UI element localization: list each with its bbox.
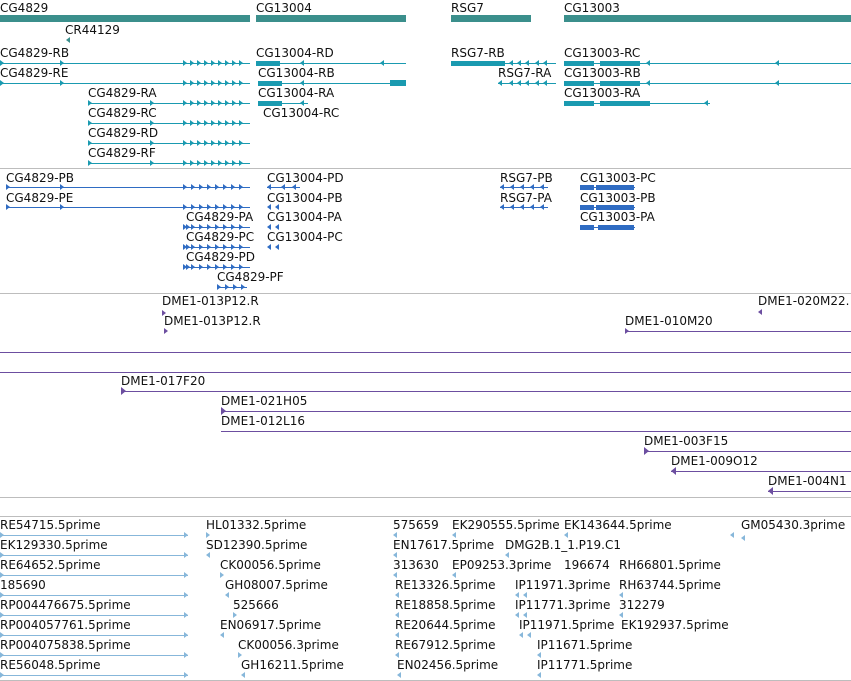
- feature-bar[interactable]: [596, 185, 634, 190]
- clone-arrow[interactable]: [644, 447, 649, 455]
- exon-arrow[interactable]: [60, 204, 64, 210]
- transcript-label: CG4829-RD: [88, 126, 159, 140]
- exon-arrow[interactable]: [183, 160, 187, 166]
- est-label: 313630: [393, 558, 439, 572]
- exon-arrow[interactable]: [6, 184, 10, 190]
- protein-label: CG13003-PB: [580, 191, 656, 205]
- exon-arrow[interactable]: [183, 100, 187, 106]
- transcript-label: CG4829-RC: [88, 106, 157, 120]
- clone-label: DME1-010M20: [625, 314, 713, 328]
- exon-arrow[interactable]: [204, 140, 208, 146]
- transcript-label: CG13004-RA: [258, 86, 335, 100]
- clone-line: [644, 451, 851, 452]
- exon-arrow[interactable]: [183, 140, 187, 146]
- est-line: [0, 575, 188, 576]
- protein-label: CG4829-PC: [186, 230, 255, 244]
- exon-arrow[interactable]: [704, 100, 708, 106]
- transcript-label: CG4829-RB: [0, 46, 70, 60]
- est-arrow[interactable]: [184, 552, 188, 558]
- exon-arrow[interactable]: [231, 184, 235, 190]
- exon-arrow[interactable]: [530, 204, 534, 210]
- gene-bar[interactable]: [256, 15, 406, 22]
- est-label: SD12390.5prime: [206, 538, 308, 552]
- exon-arrow[interactable]: [207, 264, 211, 270]
- est-arrow[interactable]: [730, 532, 734, 538]
- gene-label: CG4829: [0, 1, 49, 15]
- clone-line: [768, 491, 851, 492]
- est-label: EK192937.5prime: [621, 618, 729, 632]
- est-arrow[interactable]: [220, 572, 224, 578]
- exon-arrow[interactable]: [190, 60, 194, 66]
- feature-bar[interactable]: [600, 101, 650, 106]
- feature-bar[interactable]: [580, 185, 594, 190]
- exon-arrow[interactable]: [211, 100, 215, 106]
- exon-arrow[interactable]: [183, 184, 187, 190]
- exon-arrow[interactable]: [218, 100, 222, 106]
- feature-bar[interactable]: [451, 61, 505, 66]
- exon-arrow[interactable]: [775, 80, 779, 86]
- est-label: CK00056.3prime: [238, 638, 339, 652]
- est-arrow[interactable]: [452, 572, 456, 578]
- transcript-label: CG13003-RC: [564, 46, 641, 60]
- est-arrow[interactable]: [527, 632, 531, 638]
- est-label: EK129330.5prime: [0, 538, 108, 552]
- est-label: EP09253.3prime: [452, 558, 552, 572]
- exon-arrow[interactable]: [204, 60, 208, 66]
- est-arrow[interactable]: [0, 672, 4, 678]
- exon-arrow[interactable]: [292, 184, 296, 190]
- est-label: IP11671.5prime: [537, 638, 633, 652]
- exon-arrow[interactable]: [190, 80, 194, 86]
- est-arrow[interactable]: [619, 612, 623, 618]
- exon-arrow[interactable]: [232, 80, 236, 86]
- gene-label: RSG7: [451, 1, 484, 15]
- clone-arrow[interactable]: [768, 487, 773, 495]
- exon-arrow[interactable]: [225, 284, 229, 290]
- exon-arrow[interactable]: [183, 120, 187, 126]
- clone-label: DME1-009O12: [671, 454, 758, 468]
- est-line: [0, 615, 188, 616]
- exon-arrow[interactable]: [239, 184, 243, 190]
- est-line: [0, 555, 188, 556]
- est-label: RH66801.5prime: [619, 558, 721, 572]
- protein-label: RSG7-PA: [500, 191, 552, 205]
- est-arrow[interactable]: [184, 632, 188, 638]
- exon-arrow[interactable]: [218, 120, 222, 126]
- protein-label: CG4829-PD: [186, 250, 256, 264]
- clone-line: [0, 372, 851, 373]
- exon-arrow[interactable]: [239, 120, 243, 126]
- protein-label: CG4829-PA: [186, 210, 254, 224]
- exon-arrow[interactable]: [197, 80, 201, 86]
- est-line: [0, 635, 188, 636]
- est-label: 185690: [0, 578, 46, 592]
- protein-label: CG4829-PF: [217, 270, 284, 284]
- exon-arrow[interactable]: [380, 60, 384, 66]
- exon-arrow[interactable]: [217, 284, 221, 290]
- transcript-label: RSG7-RA: [498, 66, 552, 80]
- exon-arrow[interactable]: [525, 80, 529, 86]
- exon-arrow[interactable]: [530, 184, 534, 190]
- exon-arrow[interactable]: [190, 120, 194, 126]
- clone-line: [671, 471, 851, 472]
- est-arrow[interactable]: [397, 672, 401, 678]
- protein-label: CG13004-PD: [267, 171, 344, 185]
- protein-label: CG13004-PA: [267, 210, 342, 224]
- est-label: EK143644.5prime: [564, 518, 672, 532]
- est-label: IP11771.3prime: [515, 598, 611, 612]
- est-label: HL01332.5prime: [206, 518, 307, 532]
- clone-arrow[interactable]: [758, 309, 762, 315]
- exon-arrow[interactable]: [232, 100, 236, 106]
- est-arrow[interactable]: [184, 652, 188, 658]
- transcript-label: CG4829-RE: [0, 66, 69, 80]
- est-label: GH08007.5prime: [225, 578, 328, 592]
- exon-arrow[interactable]: [232, 140, 236, 146]
- exon-arrow[interactable]: [540, 204, 544, 210]
- est-label: RE67912.5prime: [395, 638, 496, 652]
- est-label: IP11971.3prime: [515, 578, 611, 592]
- exon-arrow[interactable]: [190, 160, 194, 166]
- est-label: GM05430.3prime: [741, 518, 846, 532]
- exon-arrow[interactable]: [197, 120, 201, 126]
- exon-arrow[interactable]: [191, 184, 195, 190]
- est-arrow[interactable]: [184, 592, 188, 598]
- protein-label: CG13003-PA: [580, 210, 655, 224]
- exon-arrow[interactable]: [267, 244, 271, 250]
- est-label: RP004075838.5prime: [0, 638, 131, 652]
- exon-arrow[interactable]: [190, 140, 194, 146]
- exon-arrow[interactable]: [204, 100, 208, 106]
- exon-arrow[interactable]: [225, 80, 229, 86]
- est-label: RP004476675.5prime: [0, 598, 131, 612]
- exon-arrow[interactable]: [211, 60, 215, 66]
- exon-arrow[interactable]: [281, 184, 285, 190]
- clone-line: [221, 431, 851, 432]
- exon-arrow[interactable]: [197, 140, 201, 146]
- est-label: 525666: [233, 598, 279, 612]
- exon-arrow[interactable]: [223, 184, 227, 190]
- est-label: RP004057761.5prime: [0, 618, 131, 632]
- exon-arrow[interactable]: [239, 100, 243, 106]
- exon-arrow[interactable]: [211, 140, 215, 146]
- est-arrow[interactable]: [519, 632, 523, 638]
- protein-label: CG13004-PC: [267, 230, 343, 244]
- exon-arrow[interactable]: [510, 204, 514, 210]
- track-separator: [0, 293, 851, 294]
- gene-arrow[interactable]: [66, 37, 70, 43]
- exon-arrow[interactable]: [225, 120, 229, 126]
- exon-arrow[interactable]: [498, 80, 502, 86]
- exon-arrow[interactable]: [211, 80, 215, 86]
- est-label: RH63744.5prime: [619, 578, 721, 592]
- gene-bar[interactable]: [0, 15, 250, 22]
- est-line: [0, 655, 188, 656]
- clone-arrow[interactable]: [671, 467, 676, 475]
- exon-arrow[interactable]: [239, 160, 243, 166]
- clone-label: DME1-017F20: [121, 374, 206, 388]
- clone-label: DME1-020M22.: [758, 294, 850, 308]
- est-label: RE18858.5prime: [395, 598, 496, 612]
- exon-arrow[interactable]: [520, 184, 524, 190]
- clone-line: [0, 352, 851, 353]
- clone-line: [625, 331, 851, 332]
- exon-arrow[interactable]: [215, 184, 219, 190]
- est-arrow[interactable]: [184, 532, 188, 538]
- est-label: EK290555.5prime: [452, 518, 560, 532]
- exon-arrow[interactable]: [543, 80, 547, 86]
- clone-label: DME1-012L16: [221, 414, 305, 428]
- exon-arrow[interactable]: [225, 60, 229, 66]
- exon-arrow[interactable]: [218, 160, 222, 166]
- est-label: 312279: [619, 598, 665, 612]
- est-label: 575659: [393, 518, 439, 532]
- protein-label: RSG7-PB: [500, 171, 553, 185]
- exon-arrow[interactable]: [191, 264, 195, 270]
- exon-arrow[interactable]: [211, 160, 215, 166]
- protein-label: CG13004-PB: [267, 191, 343, 205]
- exon-arrow[interactable]: [517, 80, 521, 86]
- gene-label: CG13004: [256, 1, 312, 15]
- est-line: [0, 675, 188, 676]
- exon-arrow[interactable]: [520, 204, 524, 210]
- est-arrow[interactable]: [184, 572, 188, 578]
- feature-bar[interactable]: [564, 101, 594, 106]
- clone-line: [121, 391, 851, 392]
- gene-label: CG13003: [564, 1, 620, 15]
- exon-arrow[interactable]: [510, 184, 514, 190]
- exon-arrow[interactable]: [190, 100, 194, 106]
- exon-arrow[interactable]: [60, 80, 64, 86]
- track-separator: [0, 516, 851, 517]
- est-label: CK00056.5prime: [220, 558, 321, 572]
- est-arrow[interactable]: [206, 552, 210, 558]
- feature-bar[interactable]: [580, 225, 594, 230]
- est-label: GH16211.5prime: [241, 658, 344, 672]
- est-label: IP11971.5prime: [519, 618, 615, 632]
- exon-arrow[interactable]: [239, 60, 243, 66]
- protein-label: CG4829-PE: [6, 191, 74, 205]
- transcript-label: CG13004-RD: [256, 46, 334, 60]
- exon-arrow[interactable]: [232, 60, 236, 66]
- protein-label: CG4829-PB: [6, 171, 75, 185]
- est-label: RE20644.5prime: [395, 618, 496, 632]
- transcript-label: CG13003-RA: [564, 86, 641, 100]
- est-label: 196674: [564, 558, 610, 572]
- feature-bar[interactable]: [598, 225, 634, 230]
- exon-arrow[interactable]: [500, 184, 504, 190]
- exon-arrow[interactable]: [233, 284, 237, 290]
- est-label: DMG2B.1_1.P19.C1: [505, 538, 621, 552]
- est-label: RE54715.5prime: [0, 518, 101, 532]
- exon-arrow[interactable]: [225, 140, 229, 146]
- transcript-label: CG13004-RC: [263, 106, 340, 120]
- exon-arrow[interactable]: [500, 204, 504, 210]
- exon-arrow[interactable]: [204, 80, 208, 86]
- exon-arrow[interactable]: [275, 244, 279, 250]
- est-line: [0, 595, 188, 596]
- est-label: RE13326.5prime: [395, 578, 496, 592]
- exon-arrow[interactable]: [232, 120, 236, 126]
- est-label: RE56048.5prime: [0, 658, 101, 672]
- clone-label: DME1-004N1: [768, 474, 847, 488]
- exon-arrow[interactable]: [267, 184, 271, 190]
- exon-arrow[interactable]: [232, 160, 236, 166]
- exon-arrow[interactable]: [183, 264, 187, 270]
- intron-line: [6, 207, 250, 208]
- feature-bar[interactable]: [390, 80, 406, 86]
- est-arrow[interactable]: [619, 592, 623, 598]
- track-separator: [0, 168, 851, 169]
- exon-arrow[interactable]: [150, 160, 154, 166]
- exon-arrow[interactable]: [0, 80, 4, 86]
- est-label: EN17617.5prime: [393, 538, 495, 552]
- exon-arrow[interactable]: [239, 140, 243, 146]
- est-label: EN06917.5prime: [220, 618, 322, 632]
- exon-arrow[interactable]: [197, 100, 201, 106]
- exon-arrow[interactable]: [535, 80, 539, 86]
- est-arrow[interactable]: [225, 592, 229, 598]
- transcript-label: CG4829-RA: [88, 86, 157, 100]
- clone-arrow[interactable]: [121, 387, 126, 395]
- exon-arrow[interactable]: [239, 80, 243, 86]
- est-arrow[interactable]: [741, 535, 745, 541]
- est-arrow[interactable]: [220, 632, 224, 638]
- exon-arrow[interactable]: [6, 204, 10, 210]
- exon-arrow[interactable]: [218, 80, 222, 86]
- exon-arrow[interactable]: [183, 60, 187, 66]
- est-arrow[interactable]: [184, 612, 188, 618]
- exon-arrow[interactable]: [218, 60, 222, 66]
- transcript-label: CG13004-RB: [258, 66, 335, 80]
- exon-arrow[interactable]: [197, 60, 201, 66]
- clone-label: DME1-003F15: [644, 434, 729, 448]
- exon-arrow[interactable]: [88, 160, 92, 166]
- exon-arrow[interactable]: [204, 160, 208, 166]
- est-arrow[interactable]: [452, 532, 456, 538]
- exon-arrow[interactable]: [60, 184, 64, 190]
- est-label: RE64652.5prime: [0, 558, 101, 572]
- est-arrow[interactable]: [241, 672, 245, 678]
- exon-arrow[interactable]: [775, 60, 779, 66]
- est-label: IP11771.5prime: [537, 658, 633, 672]
- intron-line: [6, 187, 250, 188]
- exon-arrow[interactable]: [207, 184, 211, 190]
- clone-arrow[interactable]: [625, 328, 629, 334]
- gene-label: CR44129: [65, 23, 120, 37]
- protein-label: CG13003-PC: [580, 171, 656, 185]
- transcript-label: RSG7-RB: [451, 46, 505, 60]
- clone-line: [221, 411, 851, 412]
- exon-arrow[interactable]: [199, 264, 203, 270]
- transcript-label: CG13003-RB: [564, 66, 641, 80]
- exon-arrow[interactable]: [225, 100, 229, 106]
- gene-bar[interactable]: [564, 15, 851, 22]
- est-arrow[interactable]: [537, 672, 541, 678]
- clone-arrow[interactable]: [164, 328, 168, 334]
- est-line: [0, 535, 188, 536]
- exon-arrow[interactable]: [211, 120, 215, 126]
- transcript-label: CG4829-RF: [88, 146, 156, 160]
- est-arrow[interactable]: [184, 672, 188, 678]
- exon-arrow[interactable]: [197, 160, 201, 166]
- clone-label: DME1-021H05: [221, 394, 308, 408]
- exon-arrow[interactable]: [183, 80, 187, 86]
- exon-arrow[interactable]: [646, 60, 650, 66]
- exon-arrow[interactable]: [241, 284, 245, 290]
- est-label: EN02456.5prime: [397, 658, 499, 672]
- clone-label: DME1-013P12.R: [164, 314, 261, 328]
- exon-arrow[interactable]: [646, 80, 650, 86]
- exon-arrow[interactable]: [225, 160, 229, 166]
- gene-bar[interactable]: [451, 15, 531, 22]
- exon-arrow[interactable]: [540, 184, 544, 190]
- exon-arrow[interactable]: [509, 80, 513, 86]
- est-arrow[interactable]: [564, 532, 568, 538]
- exon-arrow[interactable]: [218, 140, 222, 146]
- clone-label: DME1-013P12.R: [162, 294, 259, 308]
- track-separator: [0, 497, 851, 498]
- exon-arrow[interactable]: [199, 184, 203, 190]
- exon-arrow[interactable]: [204, 120, 208, 126]
